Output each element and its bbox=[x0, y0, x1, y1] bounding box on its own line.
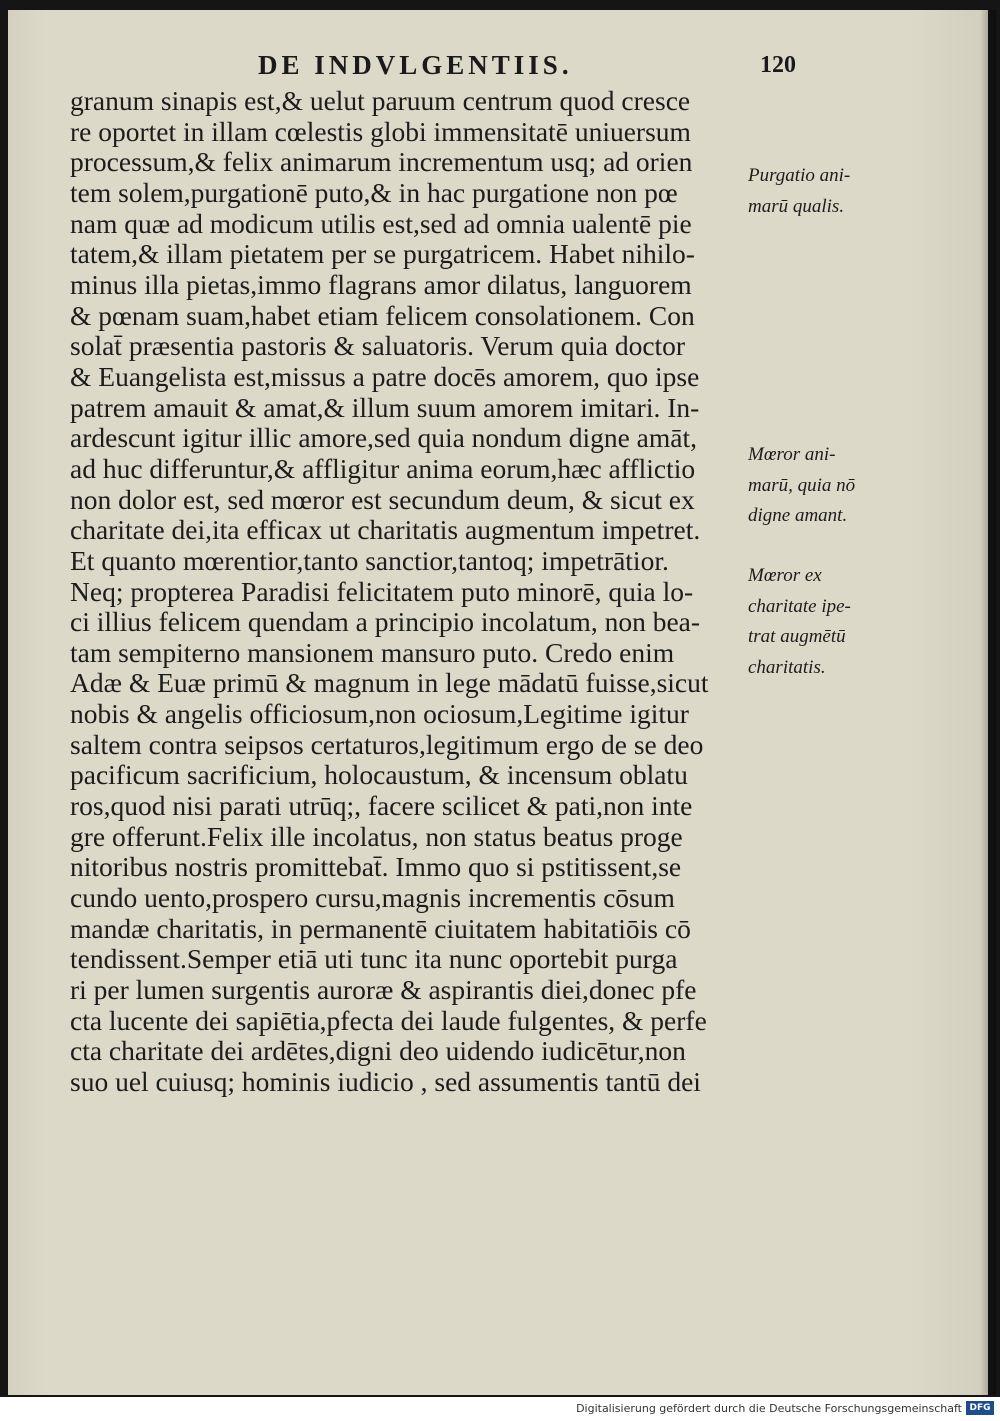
margin-note-line: Purgatio ani- bbox=[748, 165, 851, 186]
text-line: & Euangelista est,missus a patre docēs amorem, quo ipse bbox=[70, 360, 700, 392]
margin-note bbox=[748, 561, 888, 683]
margin-note bbox=[748, 440, 888, 532]
footer-bar bbox=[0, 1397, 1000, 1421]
text-line: mandæ charitatis, in permanentē ciuitatem habitatiōis cō bbox=[70, 912, 691, 944]
margin-note-line: Mœror ani- bbox=[748, 444, 836, 465]
funding-credit: Digitalisierung gefördert durch die Deutsche Forschungsgemeinschaft bbox=[576, 1402, 962, 1415]
text-line: ros,quod nisi parati utrūq;, facere scilicet & pati,non inte bbox=[70, 790, 693, 822]
running-head: DE INDVLGENTIIS. bbox=[258, 50, 573, 80]
text-line: ri per lumen surgentis auroræ & aspirantis diei,donec pfe bbox=[70, 974, 697, 1006]
text-line: gre offerunt.Felix ille incolatus, non status beatus proge bbox=[70, 820, 683, 852]
body-text bbox=[70, 86, 750, 1098]
text-line: suo uel cuiusq; hominis iudicio , sed assumentis tantū dei bbox=[70, 1066, 701, 1097]
text-line: Neq; propterea Paradisi felicitatem puto minorē, quia lo- bbox=[70, 575, 694, 607]
margin-note-line: marū qualis. bbox=[748, 195, 845, 217]
text-line: & pœnam suam,habet etiam felicem consolationem. Con bbox=[70, 299, 695, 331]
margin-note-line: Mœror ex bbox=[748, 565, 822, 586]
text-line: nobis & angelis officiosum,non ociosum,Legitime igitur bbox=[70, 698, 689, 730]
text-line: ad huc differuntur,& affligitur anima eorum,hæc afflictio bbox=[70, 452, 696, 484]
margin-note-line: digne amant. bbox=[748, 505, 848, 527]
text-line: granum sinapis est,& uelut paruum centrum quod cresce bbox=[70, 85, 691, 116]
text-line: saltem contra seipsos certaturos,legitimum ergo de se deo bbox=[70, 728, 704, 760]
margin-note-line: marū, quia nō bbox=[748, 474, 856, 496]
text-line: nitoribus nostris promittebat̄. Immo quo si pstitissent,se bbox=[70, 851, 682, 883]
text-line: ci illius felicem quendam a principio incolatum, non bea- bbox=[70, 606, 701, 638]
text-line: non dolor est, sed mœror est secundum deum, & sicut ex bbox=[70, 483, 695, 515]
text-line: ardescunt igitur illic amore,sed quia nondum digne amāt, bbox=[70, 422, 697, 454]
text-line: cta lucente dei sapiētia,pfecta dei laude fulgentes, & perfe bbox=[70, 1004, 707, 1036]
text-line: tatem,& illam pietatem per se purgatricem. Habet nihilo- bbox=[70, 238, 695, 270]
margin-note-line: charitate ipe- bbox=[748, 595, 851, 617]
text-line: nam quæ ad modicum utilis est,sed ad omnia ualentē pie bbox=[70, 207, 692, 239]
text-line: solat̄ præsentia pastoris & saluatoris. Verum quia doctor bbox=[70, 330, 686, 362]
text-line: charitate dei,ita efficax ut charitatis augmentum impetret. bbox=[70, 514, 701, 546]
margin-note bbox=[748, 161, 888, 222]
text-line: tem solem,purgationē puto,& in hac purgatione non pœ bbox=[70, 176, 678, 208]
text-line: pacificum sacrificium, holocaustum, & incensum oblatu bbox=[70, 759, 688, 791]
margin-note-line: charitatis. bbox=[748, 656, 826, 678]
text-line: Et quanto mœrentior,tanto sanctior,tantoq; impetrātior. bbox=[70, 544, 669, 576]
text-line: re oportet in illam cœlestis globi immensitatē uniuersum bbox=[70, 115, 691, 147]
page-edge-shadow bbox=[980, 10, 996, 1395]
text-line: tendissent.Semper etiā uti tunc ita nunc oportebit purga bbox=[70, 943, 678, 975]
folio-number: 120 bbox=[760, 52, 796, 78]
text-line: tam sempiterno mansionem mansuro puto. Credo enim bbox=[70, 636, 675, 668]
text-line: cundo uento,prospero cursu,magnis incrementis cōsum bbox=[70, 882, 675, 914]
text-line: patrem amauit & amat,& illum suum amorem imitari. In- bbox=[70, 391, 700, 423]
text-line: Adæ & Euæ primū & magnum in lege mādatū fuisse,sicut bbox=[70, 667, 709, 699]
margin-note-line: trat augmētū bbox=[748, 626, 846, 648]
text-line: processum,& felix animarum incrementum usq; ad orien bbox=[70, 146, 693, 178]
text-line: cta charitate dei ardētes,digni deo uidendo iudicētur,non bbox=[70, 1035, 686, 1067]
dfg-logo: DFG bbox=[966, 1401, 994, 1415]
text-line: minus illa pietas,immo flagrans amor dilatus, languorem bbox=[70, 268, 692, 300]
